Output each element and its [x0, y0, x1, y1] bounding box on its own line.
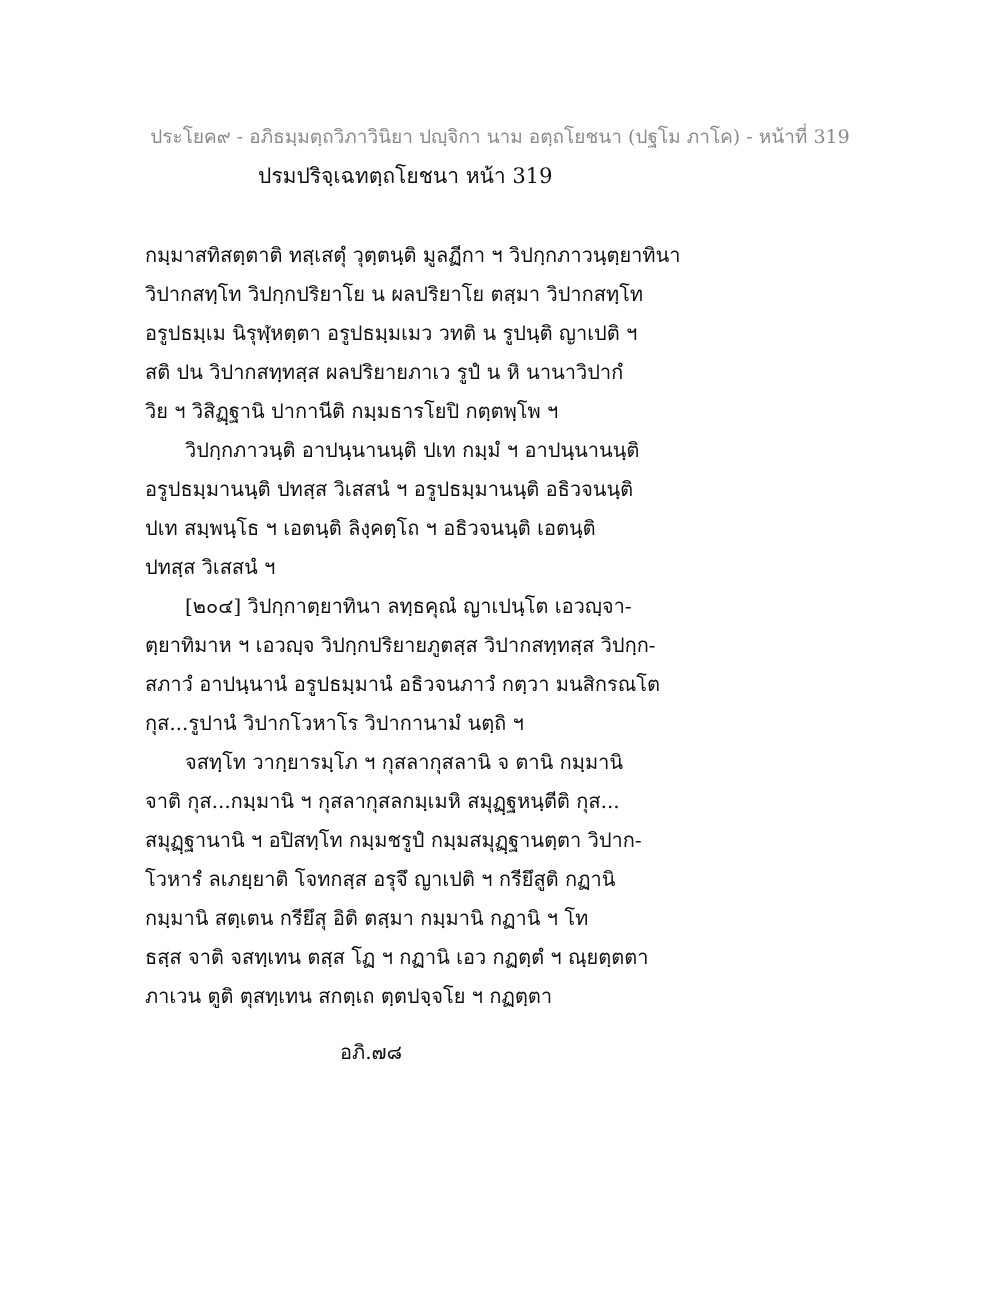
- body-line: สภาวํ อาปนฺนานํ อรูปธมฺมานํ อธิวจนภาวํ กตฺวา มนสิกรณโต: [145, 672, 660, 696]
- body-line: กมฺมาสทิสตฺตาติ ทสฺเสตุํ วุตฺตนฺติ มูลฏีกา ฯ วิปกฺกภาวนฺตฺยาทินา: [145, 243, 681, 267]
- body-line: อรูปธมฺเม นิรุฬฺหตฺตา อรูปธมฺมเมว วทติ น รูปนฺติ ญาเปติ ฯ: [145, 321, 638, 345]
- body-line: ปทสฺส วิเสสนํ ฯ: [145, 555, 276, 579]
- body-line: กุส...รูปานํ วิปากโวหาโร วิปากานามํ นตฺถิ ฯ: [145, 711, 524, 735]
- body-line: จสทฺโท วากฺยารมฺโภ ฯ กุสลากุสลานิ จ ตานิ กมฺมานิ: [185, 750, 624, 774]
- body-line: วิปากสทฺโท วิปกฺกปริยาโย น ผลปริยาโย ตสฺมา วิปากสทฺโท: [145, 282, 644, 306]
- page-footer-mark: อภิ.๗๘: [340, 1040, 403, 1064]
- body-line: วิปกฺกภาวนฺติ อาปนฺนานนฺติ ปเท กมฺมํ ฯ อาปนฺนานนฺติ: [185, 438, 640, 462]
- body-line: อรูปธมฺมานนฺติ ปทสฺส วิเสสนํ ฯ อรูปธมฺมานนฺติ อธิวจนนฺติ: [145, 477, 634, 501]
- body-line: วิย ฯ วิสิฏฺฐานิ ปากานีติ กมฺมธารโยปิ กตฺตพฺโพ ฯ: [145, 399, 559, 423]
- body-line: ภาเวน ตูติ ตุสทฺเทน สกตฺเถ ตฺตปจฺจโย ฯ กฏตฺตา: [145, 984, 553, 1008]
- body-line: สมุฏฺฐานานิ ฯ อปิสทฺโท กมฺมชรูปํ กมฺมสมุฏฺฐานตฺตา วิปาก-: [145, 828, 642, 852]
- body-line: ตฺยาทิมาห ฯ เอวญฺจ วิปกฺกปริยายภูตสฺส วิปากสทฺทสฺส วิปกฺก-: [145, 633, 656, 657]
- running-header: ประโยค๙ - อภิธมฺมตฺถวิภาวินิยา ปญฺจิกา นาม อตฺถโยชนา (ปฐโม ภาโค) - หน้าที่ 319: [150, 126, 850, 148]
- body-line: โวหารํ ลเภยฺยาติ โจทกสฺส อรุจึ ญาเปติ ฯ กรียึสูติ กฏานิ: [145, 867, 616, 891]
- body-text: [145, 236, 705, 1016]
- body-line: [๒๐๔] วิปกฺกาตฺยาทินา ลทฺธคุณํ ญาเปนฺโต เอวญฺจา-: [185, 594, 632, 618]
- body-line: กมฺมานิ สตฺเตน กรียึสุ อิติ ตสฺมา กมฺมานิ กฏานิ ฯ โท: [145, 906, 589, 930]
- body-line: สติ ปน วิปากสทฺทสฺส ผลปริยายภาเว รูปํ น หิ นานาวิปากํ: [145, 360, 624, 384]
- body-line: จาติ กุส...กมฺมานิ ฯ กุสลากุสลกมฺเมหิ สมุฏฺฐหนฺตีติ กุส...: [145, 789, 620, 813]
- section-title: ปรมปริจฺเฉทตฺถโยชนา หน้า 319: [258, 164, 553, 188]
- body-line: ธสฺส จาติ จสทฺเทน ตสฺส โฏ ฯ กฏานิ เอว กฏตฺตํ ฯ ณฺยตฺตตา: [145, 945, 649, 969]
- body-line: ปเท สมฺพนฺโธ ฯ เอตนฺติ ลิงฺคตฺโถ ฯ อธิวจนนฺติ เอตนฺติ: [145, 516, 596, 540]
